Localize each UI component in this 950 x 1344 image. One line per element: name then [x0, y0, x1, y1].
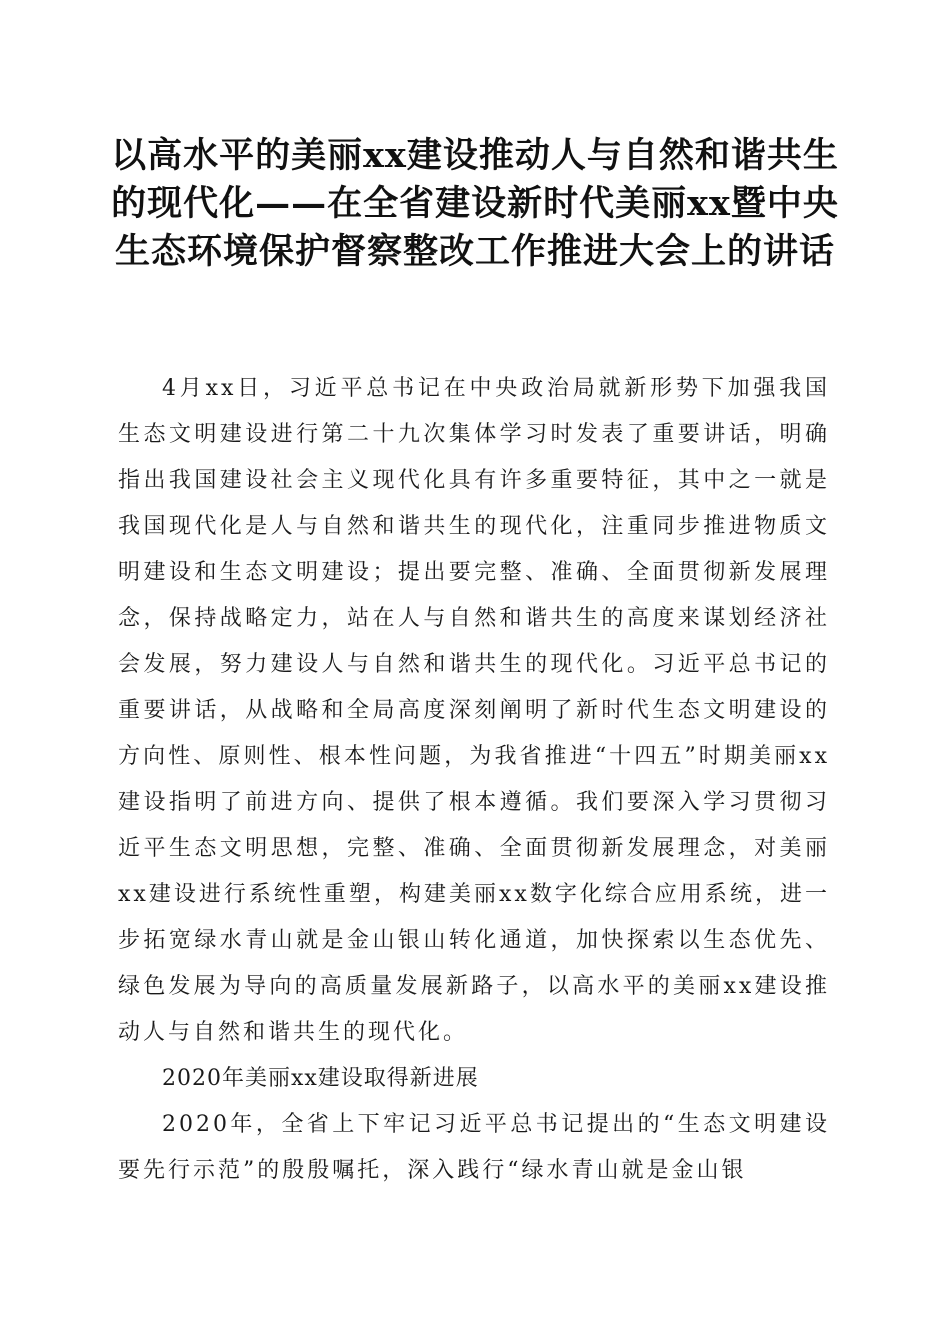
document-title: 以高水平的美丽xx建设推动人与自然和谐共生的现代化——在全省建设新时代美丽xx暨中央生态环境保护督察整改工作推进大会上的讲话 — [111, 135, 839, 272]
document-body — [118, 366, 830, 1194]
section-paragraph: 2020年，全省上下牢记习近平总书记提出的“生态文明建设要先行示范”的殷殷嘱托，深入践行“绿水青山就是金山银 — [118, 1112, 830, 1183]
section-heading: 2020年美丽xx建设取得新进展 — [162, 1066, 479, 1091]
intro-paragraph: 4月xx日，习近平总书记在中央政治局就新形势下加强我国生态文明建设进行第二十九次集体学习时发表了重要讲话，明确指出我国建设社会主义现代化具有许多重要特征，其中之一就是我国现代化是人与自然和谐共生的现代化，注重同步推进物质文明建设和生态文明建设；提出要完整、准确、全面贯彻新发展理念，保持战略定力，站在人与自然和谐共生的高度来谋划经济社会发展，努力建设人与自然和谐共生的现代化。习近平总书记的重要讲话，从战略和全局高度深刻阐明了新时代生态文明建设的方向性、原则性、根本性问题，为我省推进“十四五”时期美丽xx建设指明了前进方向、提供了根本遵循。我们要深入学习贯彻习近平生态文明思想，完整、准确、全面贯彻新发展理念，对美丽xx建设进行系统性重塑，构建美丽xx数字化综合应用系统，进一步拓宽绿水青山就是金山银山转化通道，加快探索以生态优先、绿色发展为导向的高质量发展新路子，以高水平的美丽xx建设推动人与自然和谐共生的现代化。 — [118, 376, 830, 1045]
